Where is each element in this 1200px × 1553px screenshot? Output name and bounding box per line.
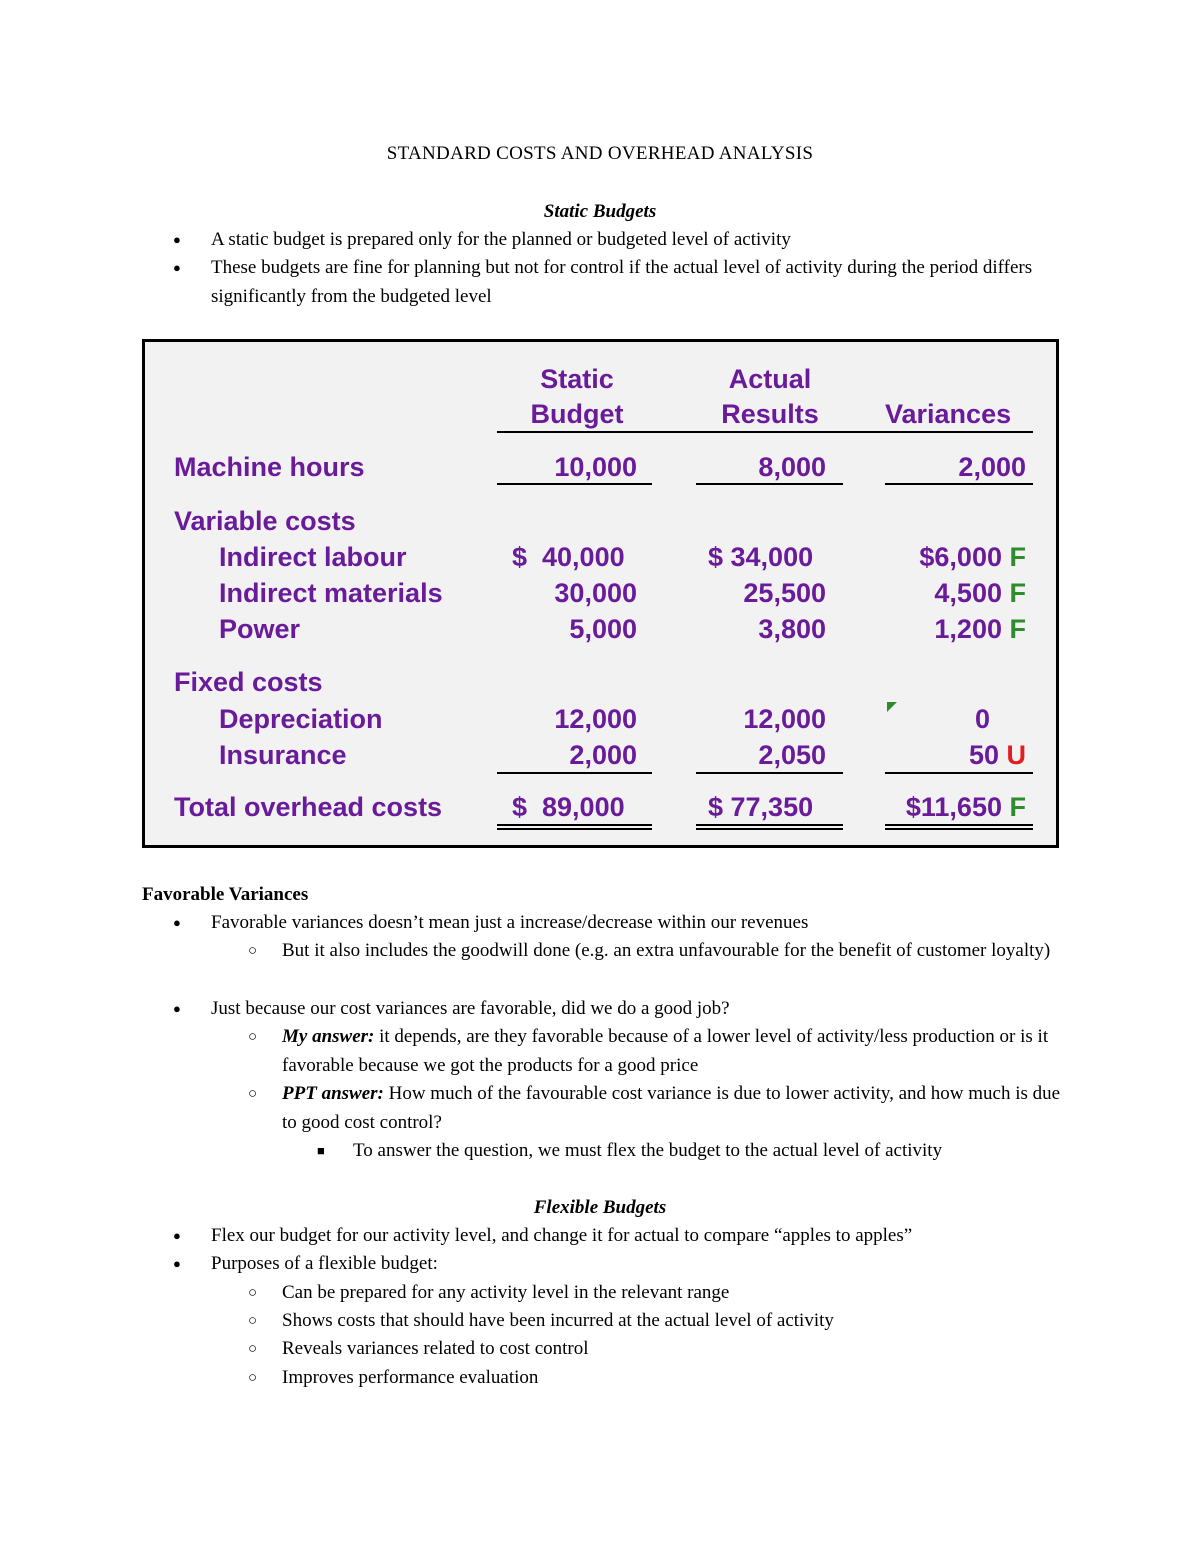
bullet-marker: ●	[173, 1256, 181, 1271]
subtotal-rule	[885, 772, 1033, 774]
total-overhead-variance	[885, 790, 1026, 824]
list-item	[248, 1279, 1072, 1308]
page-title: STANDARD COSTS AND OVERHEAD ANALYSIS	[386, 143, 814, 164]
depreciation-actual: 12,000	[743, 704, 826, 734]
list-item	[173, 1250, 1071, 1279]
fixed-costs-label: Fixed costs	[174, 667, 323, 697]
total-double-rule	[696, 824, 843, 830]
total-overhead-static: $ 89,000	[512, 792, 625, 822]
list-item	[173, 226, 1071, 255]
total-overhead-label: Total overhead costs	[174, 792, 443, 822]
list-item	[248, 1080, 1072, 1137]
list-item-text: These budgets are fine for planning but not for control if the actual level of activity during the period differs significantly from the budgeted level	[211, 257, 1033, 307]
machine-hours-actual: 8,000	[758, 452, 826, 482]
list-item-text: Flex our budget for our activity level, and change it for actual to compare “apples to apples”	[211, 1225, 913, 1246]
machine-hours-rule	[885, 483, 1033, 485]
flexible-budgets-heading: Flexible Budgets	[533, 1197, 667, 1218]
power-variance	[885, 612, 1026, 646]
list-item-text: A static budget is prepared only for the planned or budgeted level of activity	[211, 229, 791, 250]
subtotal-rule	[696, 772, 843, 774]
machine-hours-variance: 2,000	[958, 452, 1026, 482]
list-item-text: Favorable variances doesn’t mean just a increase/decrease within our revenues	[211, 912, 809, 933]
machine-hours-rule	[497, 483, 652, 485]
list-item-text: Shows costs that should have been incurred at the actual level of activity	[282, 1310, 834, 1331]
list-item	[317, 1137, 1073, 1166]
list-item-text: Purposes of a flexible budget:	[211, 1253, 438, 1274]
indirect-labour-actual: $ 34,000	[708, 542, 814, 572]
favorable-flag: F	[1009, 792, 1026, 822]
list-item-text: Reveals variances related to cost control	[282, 1338, 589, 1359]
power-label: Power	[219, 614, 301, 644]
list-item-text: To answer the question, we must flex the budget to the actual level of activity	[353, 1140, 943, 1161]
col-actual-line2: Results	[721, 399, 819, 429]
variance-value: 1,200	[934, 614, 1002, 644]
bullet-marker: ●	[173, 232, 181, 247]
list-item	[173, 995, 1071, 1024]
bullet-marker: ●	[173, 1228, 181, 1243]
static-budgets-heading: Static Budgets	[543, 201, 657, 222]
insurance-variance	[885, 738, 1026, 772]
variance-value: 4,500	[934, 578, 1002, 608]
list-item-text	[282, 1023, 1072, 1080]
unfavorable-flag: U	[1006, 740, 1026, 770]
bullet-marker: ○	[248, 1285, 258, 1301]
bullet-marker: ●	[173, 1001, 181, 1016]
power-actual: 3,800	[758, 614, 826, 644]
favorable-flag: F	[1009, 578, 1026, 608]
list-item-text: Just because our cost variances are favorable, did we do a good job?	[211, 998, 730, 1019]
variance-value: $6,000	[919, 542, 1002, 572]
insurance-actual: 2,050	[758, 740, 826, 770]
variance-value: 50	[968, 740, 999, 770]
bullet-marker: ○	[248, 1029, 258, 1045]
machine-hours-rule	[696, 483, 843, 485]
header-rule	[497, 431, 1033, 433]
machine-hours-static: 10,000	[554, 452, 637, 482]
depreciation-variance: 0	[974, 704, 990, 734]
my-answer-label: My answer:	[282, 1026, 375, 1047]
indirect-materials-static: 30,000	[554, 578, 637, 608]
insurance-static: 2,000	[569, 740, 637, 770]
my-answer-text: it depends, are they favorable because of a lower level of activity/less production or is it favorable because we got the products for a good price	[282, 1026, 1049, 1076]
list-item	[248, 1335, 1072, 1364]
col-actual-line1: Actual	[728, 364, 812, 394]
ppt-answer-text: How much of the favourable cost variance is due to lower activity, and how much is due to good cost control?	[282, 1083, 1061, 1133]
bullet-marker: ○	[248, 1341, 258, 1357]
depreciation-label: Depreciation	[219, 704, 383, 734]
machine-hours-label: Machine hours	[174, 452, 365, 482]
favorable-flag: F	[1009, 614, 1026, 644]
col-variances: Variances	[885, 399, 1012, 429]
col-static-line1: Static	[540, 364, 614, 394]
indirect-materials-label: Indirect materials	[219, 578, 443, 608]
bullet-marker: ○	[248, 1313, 258, 1329]
list-item	[173, 1222, 1071, 1251]
bullet-marker: ●	[173, 260, 181, 275]
bullet-marker: ○	[248, 943, 258, 959]
list-item	[248, 937, 1072, 966]
favorable-flag: F	[1009, 542, 1026, 572]
total-double-rule	[497, 824, 652, 830]
indirect-materials-actual: 25,500	[743, 578, 826, 608]
variable-costs-label: Variable costs	[174, 506, 356, 536]
list-item	[248, 1023, 1072, 1080]
bullet-marker: ○	[248, 1370, 258, 1386]
variance-value: $11,650	[905, 792, 1002, 822]
list-item	[248, 1307, 1072, 1336]
total-double-rule	[885, 824, 1033, 830]
list-item	[173, 254, 1071, 311]
subtotal-rule	[497, 772, 652, 774]
list-item-text: Improves performance evaluation	[282, 1367, 539, 1388]
indirect-materials-variance	[885, 576, 1026, 610]
indirect-labour-variance	[885, 540, 1026, 574]
insurance-label: Insurance	[219, 740, 347, 770]
col-static-line2: Budget	[530, 399, 624, 429]
static-budget-table	[142, 339, 1059, 848]
list-item-text: But it also includes the goodwill done (e.g. an extra unfavourable for the benefit of customer loyalty)	[282, 940, 1051, 961]
indirect-labour-label: Indirect labour	[219, 542, 407, 572]
list-item-text: Can be prepared for any activity level in the relevant range	[282, 1282, 730, 1303]
power-static: 5,000	[569, 614, 637, 644]
ppt-answer-label: PPT answer:	[282, 1083, 384, 1104]
bullet-marker: ●	[173, 915, 181, 930]
indirect-labour-static: $ 40,000	[512, 542, 625, 572]
list-item	[248, 1364, 1072, 1393]
list-item	[173, 909, 1071, 938]
bullet-marker: ○	[248, 1086, 258, 1102]
bullet-marker: ■	[317, 1143, 325, 1158]
depreciation-static: 12,000	[554, 704, 637, 734]
list-item-text	[282, 1080, 1072, 1137]
total-overhead-actual: $ 77,350	[708, 792, 814, 822]
favorable-variances-heading: Favorable Variances	[142, 884, 309, 905]
